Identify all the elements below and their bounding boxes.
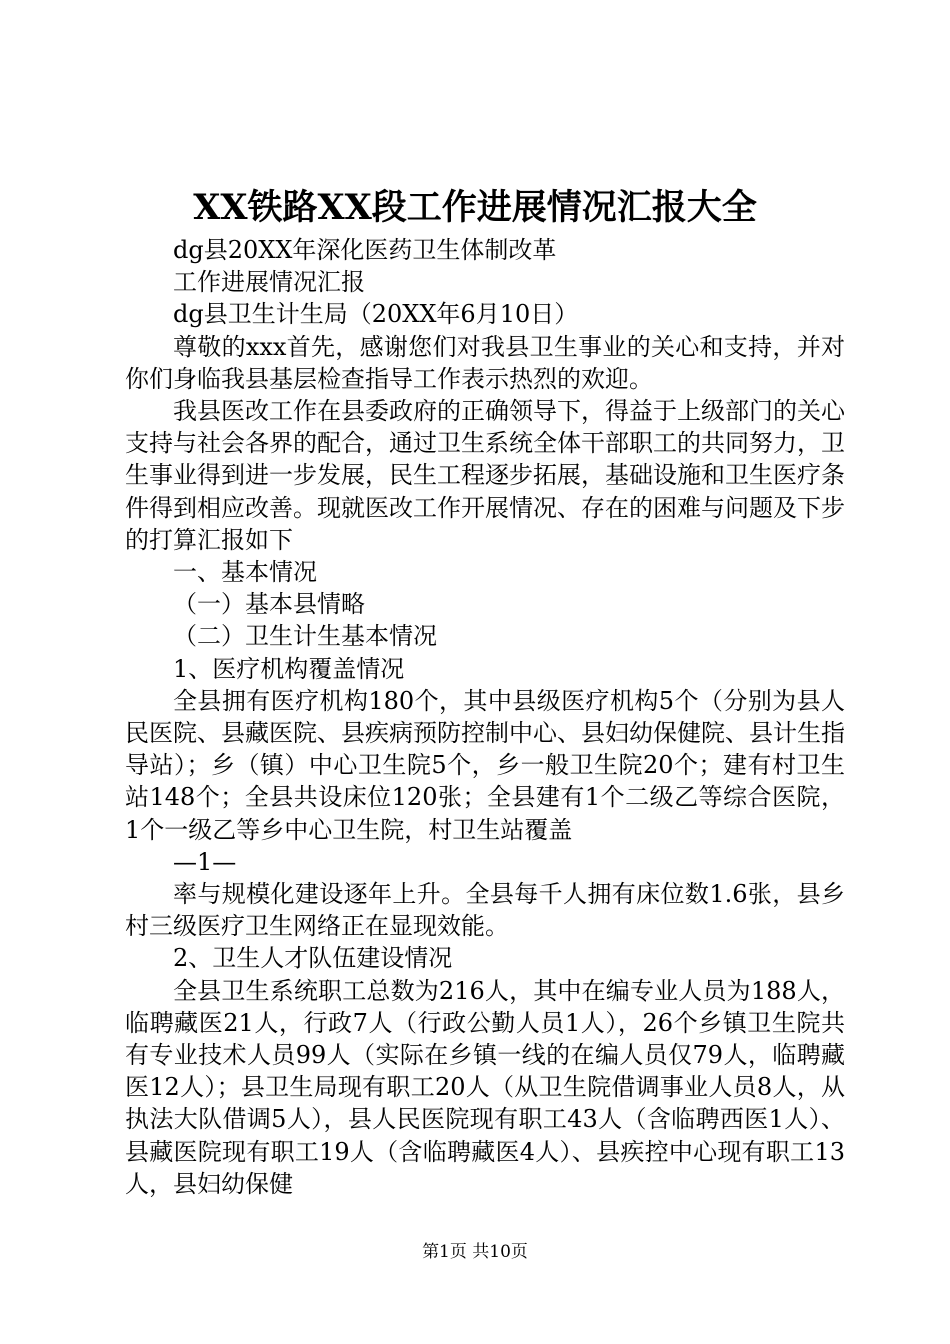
document-body: [125, 234, 845, 1200]
paragraph: dg县卫生计生局（20XX年6月10日）: [173, 300, 579, 329]
subsection-heading: （一）基本县情略: [173, 590, 365, 619]
subsection-heading: （二）卫生计生基本情况: [173, 622, 437, 651]
page-footer: 第1页 共10页: [422, 1242, 528, 1262]
paragraph: 尊敬的xxx首先，感谢您们对我县卫生事业的关心和支持，并对你们身临我县基层检查指导工作表示热烈的欢迎。: [125, 332, 845, 393]
paragraph: 工作进展情况汇报: [173, 268, 365, 297]
inline-page-number: —1—: [173, 847, 237, 876]
section-heading: 一、基本情况: [173, 558, 317, 587]
item-heading: 1、医疗机构覆盖情况: [173, 654, 405, 683]
paragraph: 我县医改工作在县委政府的正确领导下，得益于上级部门的关心支持与社会各界的配合，通过卫生系统全体干部职工的共同努力，卫生事业得到进一步发展，民生工程逐步拓展，基础设施和卫生医疗条件得到相应改善。现就医改工作开展情况、存在的困难与问题及下步的打算汇报如下: [125, 397, 845, 554]
document-title: XX铁路XX段工作进展情况汇报大全: [193, 187, 757, 228]
paragraph: dg县20XX年深化医药卫生体制改革: [173, 236, 557, 264]
paragraph: 全县卫生系统职工总数为216人，其中在编专业人员为188人，临聘藏医21人，行政7人（行政公勤人员1人），26个乡镇卫生院共有专业技术人员99人（实际在乡镇一线的在编人员仅79人，临聘藏医12人）；县卫生局现有职工20人（从卫生院借调事业人员8人，从执法大队借调5人），县人民医院现有职工43人（含临聘西医1人）、县藏医院现有职工19人（含临聘藏医4人）、县疾控中心现有职工13人，县妇幼保健: [125, 976, 845, 1198]
paragraph: 率与规模化建设逐年上升。全县每千人拥有床位数1.6张，县乡村三级医疗卫生网络正在显现效能。: [125, 880, 845, 941]
paragraph: 全县拥有医疗机构180个，其中县级医疗机构5个（分别为县人民医院、县藏医院、县疾病预防控制中心、县妇幼保健院、县计生指导站）；乡（镇）中心卫生院5个，乡一般卫生院20个；建有村卫生站148个；全县共设床位120张；全县建有1个二级乙等综合医院，1个一级乙等乡中心卫生院，村卫生站覆盖: [125, 686, 845, 844]
item-heading: 2、卫生人才队伍建设情况: [173, 944, 453, 973]
